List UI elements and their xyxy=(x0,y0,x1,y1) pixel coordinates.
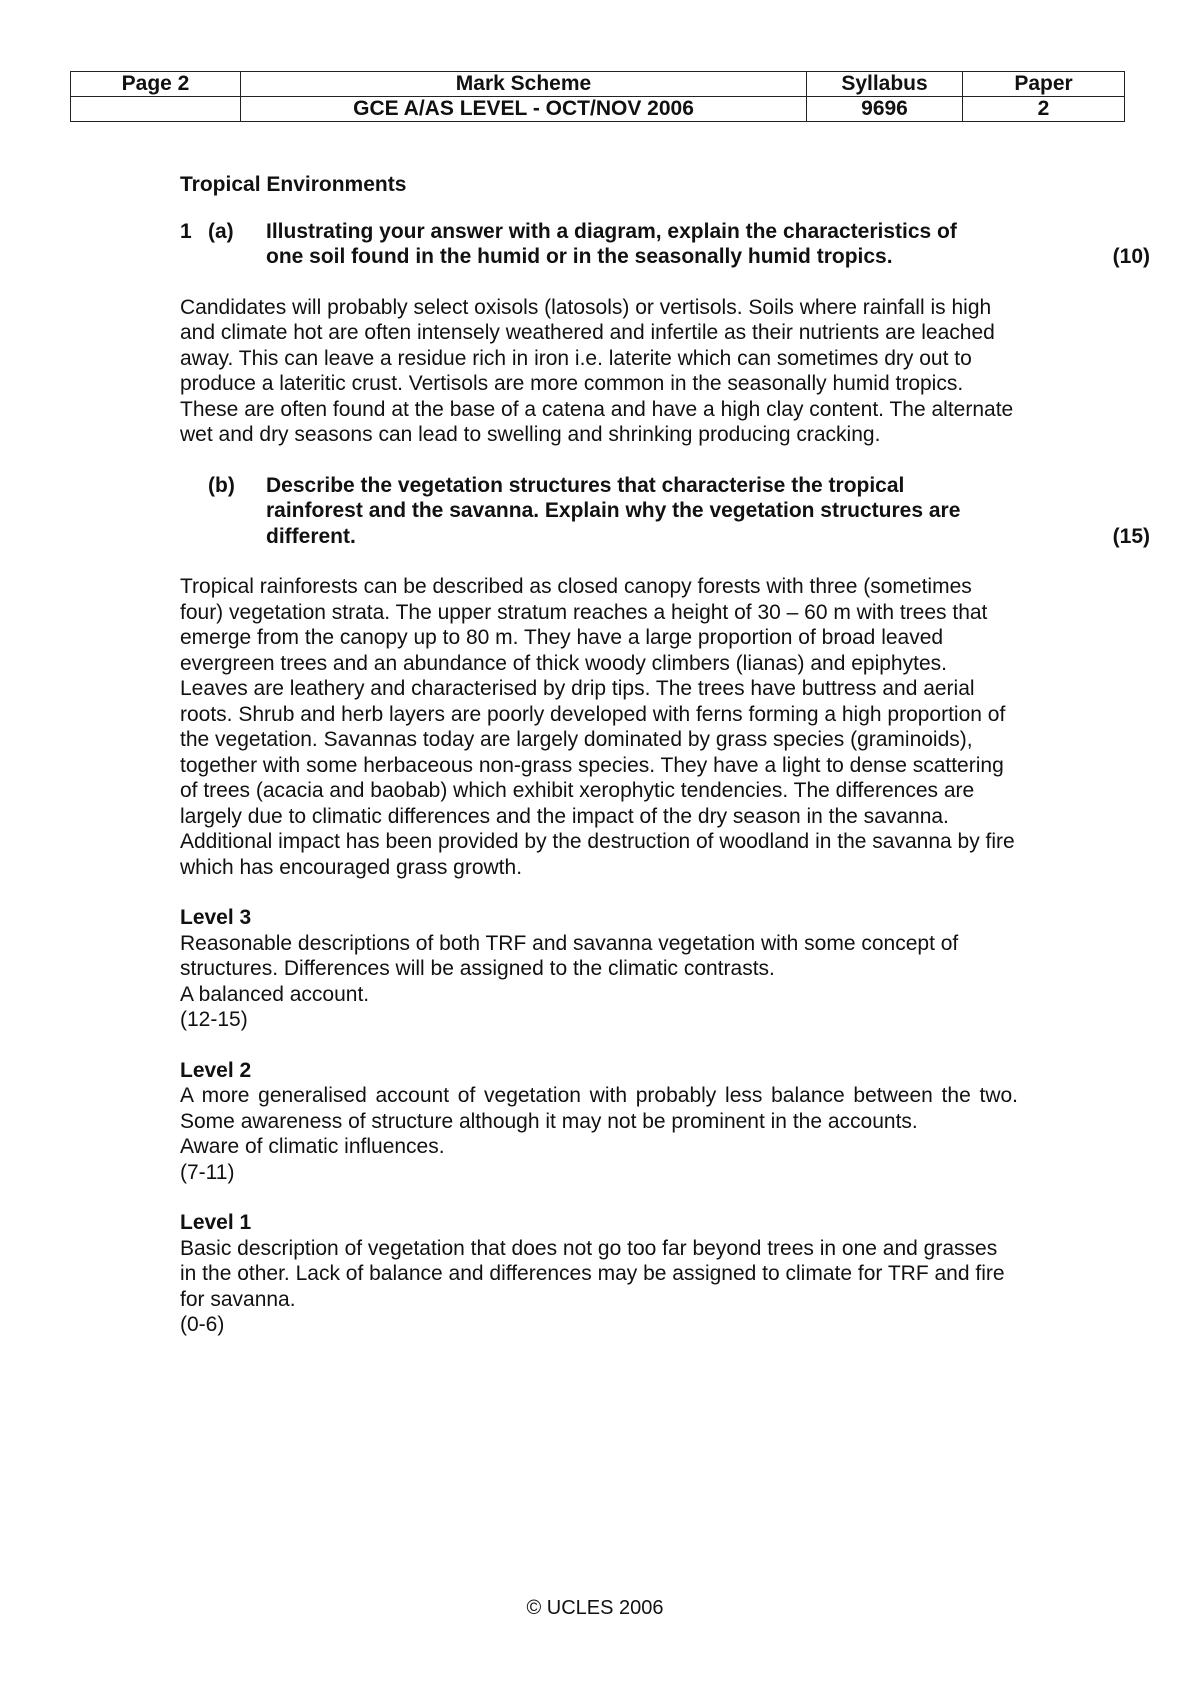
question-part-b: (b) xyxy=(208,473,235,497)
question-1b-answer: Tropical rainforests can be described as closed canopy forests with three (sometimes four) vegetation strata. The upper stratum reaches a height of 30 – 60 m with trees that emerge from the canopy up to 80 m. They have a large proportion of broad leaved evergreen trees and an abundance of thick woody climbers (lianas) and epiphytes. Leaves are leathery and characterised by drip tips. The trees have buttress and aerial roots. Shrub and herb layers are poorly developed with ferns forming a high proportion of the vegetation. Savannas today are largely dominated by grass species (graminoids), together with some herbaceous non-grass species. They have a light to dense scattering of trees (acacia and baobab) which exhibit xerophytic tendencies. The differences are largely due to climatic differences and the impact of the dry season in the savanna. Additional impact has been provided by the destruction of woodland in the savanna by fire which has encouraged grass growth. xyxy=(180,575,1015,879)
level-description: Reasonable descriptions of both TRF and savanna vegetation with some concept of structures. Differences will be assigned to the climatic contrasts. xyxy=(180,931,959,980)
question-1a-text: Illustrating your answer with a diagram, explain the characteristics of one soil found in the humid or in the seasonally humid tropics. xyxy=(266,219,957,268)
header-row-labels xyxy=(71,72,1125,97)
level-mark-range: (7-11) xyxy=(180,1160,235,1184)
level-mark-range: (0-6) xyxy=(180,1313,225,1336)
level-extra: A balanced account. xyxy=(180,982,370,1006)
question-1b xyxy=(180,473,1150,550)
header-paper-number: 2 xyxy=(963,97,1125,122)
level-heading: Level 2 xyxy=(180,1058,252,1082)
question-1a-answer: Candidates will probably select oxisols (latosols) or vertisols. Soils where rainfall is high and climate hot are often intensely weathered and infertile as their nutrients are leached away. This can leave a residue rich in iron i.e. laterite which can sometimes dry out to produce a lateritic crust. Vertisols are more common in the seasonally humid tropics. These are often found at the base of a catena and have a high clay content. The alternate wet and dry seasons can lead to swelling and shrinking producing cracking. xyxy=(180,295,1014,446)
header-paper: Paper xyxy=(963,72,1125,97)
question-1a-marks: (10) xyxy=(1112,245,1150,268)
header-table xyxy=(70,71,1125,122)
header-exam-title: GCE A/AS LEVEL - OCT/NOV 2006 xyxy=(241,97,807,122)
level-1-block xyxy=(180,1210,1018,1338)
header-page-value xyxy=(71,97,241,122)
question-1a xyxy=(180,219,1150,270)
question-1b-marks: (15) xyxy=(1112,524,1150,548)
level-heading: Level 1 xyxy=(180,1211,252,1234)
header-page: Page 2 xyxy=(71,72,241,97)
level-2-block xyxy=(180,1058,1018,1186)
level-description: Basic description of vegetation that does not go too far beyond trees in one and grasses in the other. Lack of balance and differences may be assigned to climate for TRF and fire for savanna. xyxy=(180,1236,1005,1311)
question-1b-text: Describe the vegetation structures that characterise the tropical rainforest and the savanna. Explain why the vegetation structures are different. xyxy=(266,473,961,548)
section-title: Tropical Environments xyxy=(180,173,407,196)
header-syllabus: Syllabus xyxy=(807,72,963,97)
level-mark-range: (12-15) xyxy=(180,1008,248,1031)
header-mark-scheme: Mark Scheme xyxy=(241,72,807,97)
level-3-block xyxy=(180,905,1018,1033)
question-number: 1 xyxy=(180,219,192,243)
header-row-values xyxy=(71,97,1125,122)
level-heading: Level 3 xyxy=(180,906,252,929)
header-syllabus-code: 9696 xyxy=(807,97,963,122)
level-description: A more generalised account of vegetation with probably less balance between the two. Some awareness of structure although it may not be prominent in the accounts. xyxy=(180,1084,1018,1133)
level-extra: Aware of climatic influences. xyxy=(180,1135,445,1158)
mark-scheme-content xyxy=(180,172,1150,1363)
copyright-footer: © UCLES 2006 xyxy=(526,1597,664,1619)
question-part-a: (a) xyxy=(208,219,234,243)
